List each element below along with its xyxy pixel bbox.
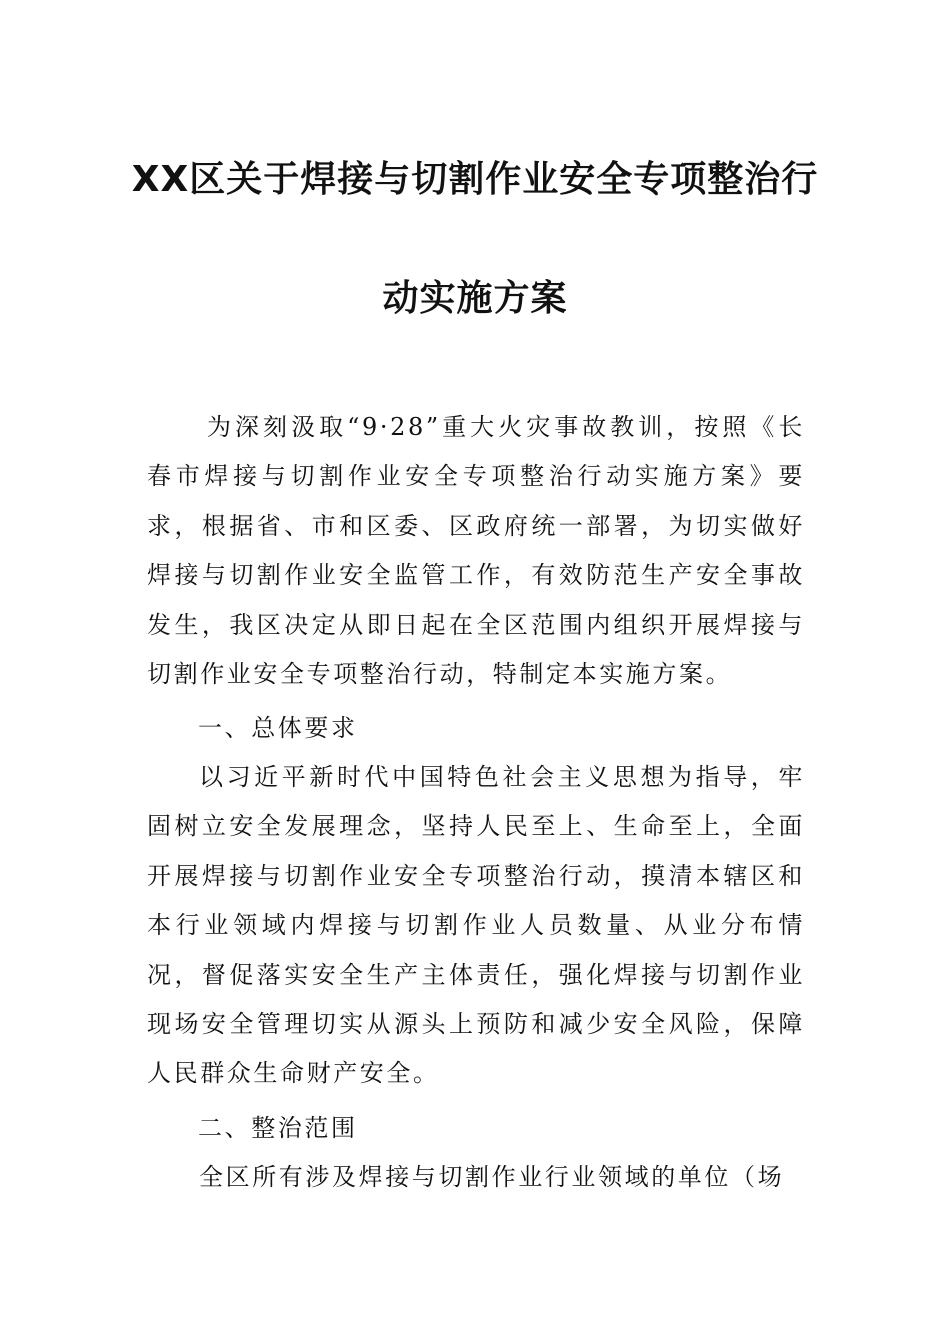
section-heading-scope: 二、整治范围 xyxy=(198,1114,358,1142)
document-title-line-2: 动实施方案 xyxy=(382,278,568,319)
section-heading-overall-requirements: 一、总体要求 xyxy=(198,714,358,742)
scope-paragraph: 全区所有涉及焊接与切割作业行业领域的单位（场 xyxy=(199,1163,785,1191)
overall-requirements-paragraph: 以习近平新时代中国特色社会主义思想为指导，牢固树立安全发展理念，坚持人民至上、生命至上，全面开展焊接与切割作业安全专项整治行动，摸清本辖区和本行业领域内焊接与切割作业人员数量、从业分布情况，督促落实安全生产主体责任，强化焊接与切割作业现场安全管理切实从源头上预防和减少安全风险，保障人民群众生命财产安全。 xyxy=(147,763,805,1088)
document-title-line-1: XX区关于焊接与切割作业安全专项整治行 xyxy=(131,159,819,200)
intro-paragraph: 为深刻汲取“9·28”重大火灾事故教训，按照《长春市焊接与切割作业安全专项整治行动实施方案》要求，根据省、市和区委、区政府统一部署，为切实做好焊接与切割作业安全监管工作，有效防范生产安全事故发生，我区决定从即日起在全区范围内组织开展焊接与切割作业安全专项整治行动，特制定本实施方案。 xyxy=(147,413,805,689)
